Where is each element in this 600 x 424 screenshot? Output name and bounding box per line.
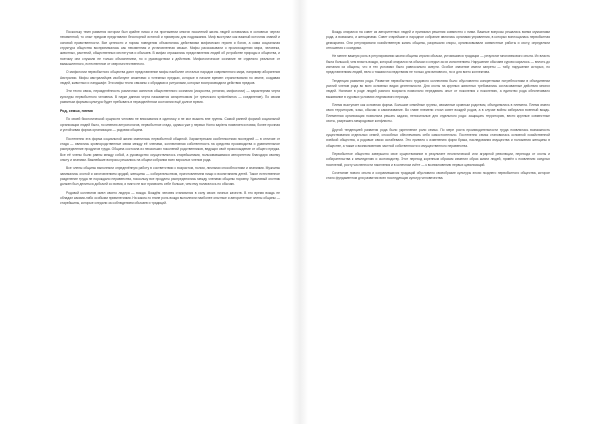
paragraph: По своей биологической сущности человек не вписывался в одиночку и не мог выжить вне группы. Самой ранней формой социальной организации людей было, по мнению антропологов, первобытное стадо, однако уже у первых Homo sapiens появляется новая, более прочная и устойчивая форма организации — родовая община. [60,117,280,133]
section-heading: Род, семья, племя [60,109,93,114]
paragraph: Не менее важную роль в регулировании жизни общины играли обычаи, устоявшиеся традиции — результат многовекового опыта. Их власть была большой, чем власть вождя, который опирался на обычаи и следил за их исполнением. Нарушение обычаев сурово каралось — вплоть до изгнания из общины, что в тех условиях было равносильно смерти. Особое значение имели запреты — табу, нарушение которых, по представлениям людей, вело к тяжким последствиям не только для виновного, но и для всего коллектива. [326,54,550,75]
paragraph: Все члены общины выполняли определённую работу в соответствии с возрастом, полом, личными способностями и знаниями. Мужчины занимались охотой и изготовлением орудий, женщины — собирательством, приготовлением пищи и воспитанием детей. Такое естественное разделение труда не порождало неравенства, поскольку все продукты распределялись между членами общины поровну. Удачливый охотник должен был делиться добычей со всеми, и никто не мог присвоить себе больше, чем ему полагалось по обычаю. [60,166,280,187]
paragraph: Эти тесно связь, неразделённость различных аспектов общественного сознания (искусства, религии, мифологии) — характерная черта культуры первобытного человека. В науке данная черта называется синкретизмом (от греческого synkretismos — соединение). По своим развитым формам культура будет пребывать в неразделённом состоянии ещё долгое время. [60,89,280,105]
paragraph: Поскольку темп развития истории был крайне низок и на протяжении многих поколений жизнь людей оставалась в основных чертах неизменной, то опыт предков представлял бесспорной истиной и примером для подражания. Миф выступал как важный источник знаний и основой нравственности. Все ценности и нормы поведения объяснялись действиями мифических героев и богов, а сама социальная структура общества воспринималась как неизменная и установленная свыше. Мифы рассказывали о происхождении мира, человека, животных, растений, общественных институтов и обычаев. В мифах отражались представления людей об устройстве природы и общества, и поэтому они служили не только объяснением, но и руководством к действию. Мифологическое сознание не отделяло реальное от вымышленного, естественное от сверхъестественного. [60,30,280,67]
paragraph: Первобытное общество завершило свое существование в результате неолитической или аграрной революции, перехода от охоты и собирательства к земледелию и скотоводству. Этот переход коренным образом изменил образ жизни людей, привёл к появлению оседлых поселений, росту численности населения и в конечном счёте — к возникновению первых цивилизаций. [326,151,550,167]
paragraph: Тенденция развития рода. Развитие первобытного трудового коллектива было обусловлено конкретными потребностями в объединении усилий членов рода во всех основных видах деятельности. Для охоты на крупных животных требовались согласованные действия многих людей. Наличие в роде людей разного возраста позволяло передавать опыт от поколения к поколению, а единство рода обеспечивало выживание в суровых условиях ледникового периода. [326,78,550,99]
paragraph: Родовой коллектив имел своего лидера — вождя. Вождём человек становился в силу своих личных качеств. В это время вождь не обладал какими-либо особыми привилегиями. На каком-то этапе роль вождя выполняли наиболее опытные и авторитетные члены общины — старейшины, которые следили за соблюдением обычаев и традиций. [60,190,280,206]
paragraph: Другой тенденцией развития рода было укрепление роли семьи. По мере роста производительности труда появлялась возможность существования отдельных семей, способных обеспечивать себя самостоятельно. Постепенно семья становилась основной хозяйственной ячейкой общества, а родовые связи ослабевали. Это привело к изменению форм брака, наследования имущества и положения женщины в обществе, а также к возникновению частной собственности и имущественного неравенства. [326,127,550,148]
paragraph: Племя выступает как основная форма. Большие семейные группы, связанные кровным родством, объединялись в племена. Племя имело свою территорию, язык, обычаи и самоназвание. Во главе племени стоял совет вождей родов, а в случае войны избирался военный вождь. Племенная организация позволяла решать задачи, непосильные для отдельного рода: защищать территорию, вести крупные совместные охоты, разрешать межродовые конфликты. [326,103,550,124]
paragraph: Вождь опирался на совет из авторитетных людей и принимал решения совместно с ними. Важные вопросы решались всеми мужчинами рода, а возможно, и женщинами. Совет старейшин и народное собрание являлись органами управления, в которых воплощалась первобытная демократия. Они регулировали хозяйственную жизнь общины, разрешали споры, организовывали совместные работы и охоту, определяли отношения с соседями. [326,30,550,51]
paragraph: Сочетание нового опыта и сохранившихся традиций обусловило своеобразие культуры эпохи позднего первобытного общества, которое стало фундаментом для развития всех последующих культур человечества. [326,170,550,181]
paragraph: Постепенно эта форма социальной жизни сменилась первобытной общиной. Характерными особенностями последней — в отличие от стада — являлись кровнородственные связи между её членами, коллективная собственность на средства производства и уравнительное распределение продуктов труда. Община состояла из нескольких поколений родственников, ведущих своё происхождение от общего предка. Все её члены были равны между собой, а руководство осуществлялось старейшинами, пользовавшимися авторитетом благодаря своему опыту и знаниям. Важнейшие вопросы решались на общем собрании всех взрослых членов рода. [60,136,280,162]
right-page [300,0,600,424]
paragraph: О мифологии первобытного общества дают представление мифы наиболее отсталых народов современного мира, например аборигенов Австралии. Мифы австралийцев изобилуют сюжетами о тотемных предках, которые в начале времен странствовали по земле, создавая людей, животных и ландшафт. Эти мифы тесно связаны с обрядами и ритуалами, которые воспроизводили действия предков. [60,70,280,86]
